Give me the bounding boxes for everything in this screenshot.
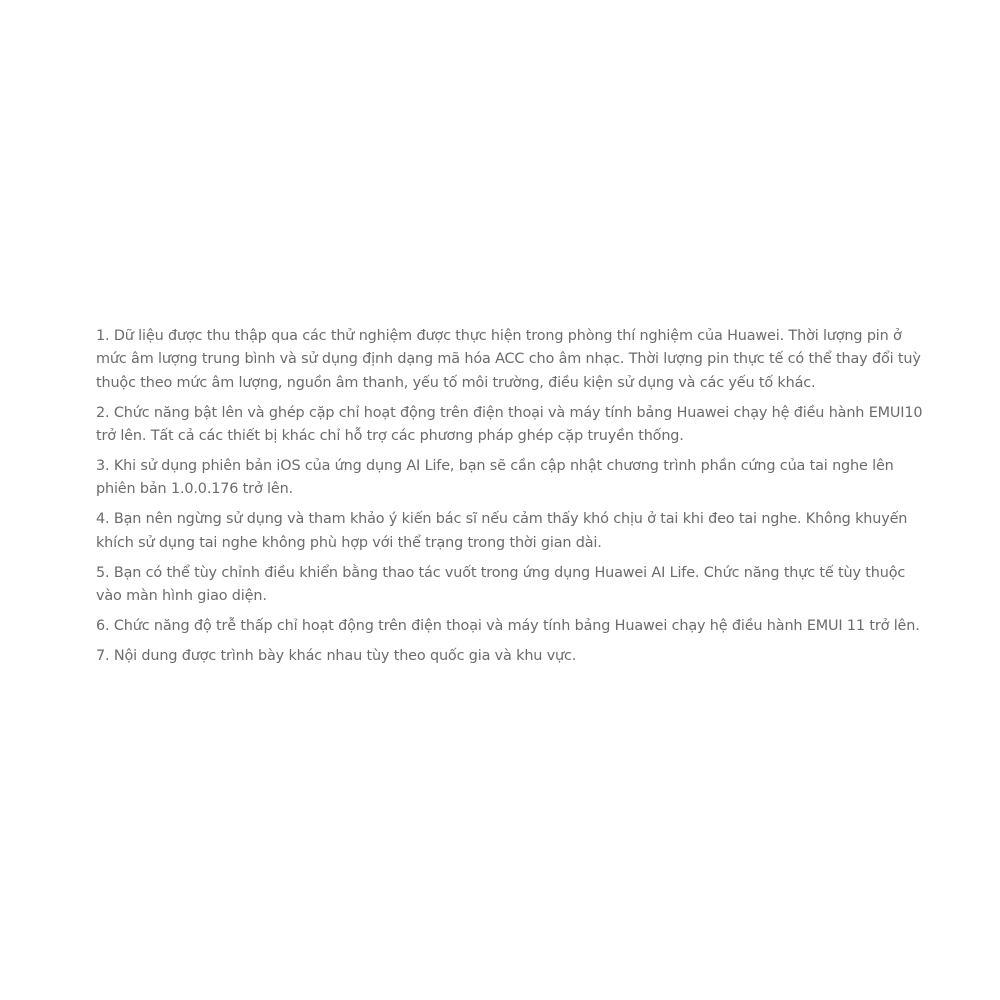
footnotes-list: [96, 325, 926, 675]
footnote-1: 1. Dữ liệu được thu thập qua các thử nghiệm được thực hiện trong phòng thí nghiệm của Huawei. Thời lượng pin ở mức âm lượng trung bình và sử dụng định dạng mã hóa ACC cho âm nhạc. Thời lượng pin thực tế có thể thay đổi tuỳ thuộc theo mức âm lượng, nguồn âm thanh, yếu tố môi trường, điều kiện sử dụng và các yếu tố khác.: [96, 328, 921, 391]
footnote-2: 2. Chức năng bật lên và ghép cặp chỉ hoạt động trên điện thoại và máy tính bảng Huawei chạy hệ điều hành EMUI10 trở lên. Tất cả các thiết bị khác chỉ hỗ trợ các phương pháp ghép cặp truyền thống.: [96, 404, 923, 445]
footnote-6: 6. Chức năng độ trễ thấp chỉ hoạt động trên điện thoại và máy tính bảng Huawei chạy hệ điều hành EMUI 11 trở lên.: [96, 617, 920, 634]
footnote-3: 3. Khi sử dụng phiên bản iOS của ứng dụng AI Life, bạn sẽ cần cập nhật chương trình phần cứng của tai nghe lên phiên bản 1.0.0.176 trở lên.: [96, 458, 894, 498]
footnote-4: 4. Bạn nên ngừng sử dụng và tham khảo ý kiến bác sĩ nếu cảm thấy khó chịu ở tai khi đeo tai nghe. Không khuyến khích sử dụng tai nghe không phù hợp với thể trạng trong thời gian dài.: [96, 511, 908, 551]
footnote-5: 5. Bạn có thể tùy chỉnh điều khiển bằng thao tác vuốt trong ứng dụng Huawei AI Life. Chức năng thực tế tùy thuộc vào màn hình giao diện.: [96, 564, 906, 605]
footnote-7: 7. Nội dung được trình bày khác nhau tùy theo quốc gia và khu vực.: [96, 647, 577, 664]
